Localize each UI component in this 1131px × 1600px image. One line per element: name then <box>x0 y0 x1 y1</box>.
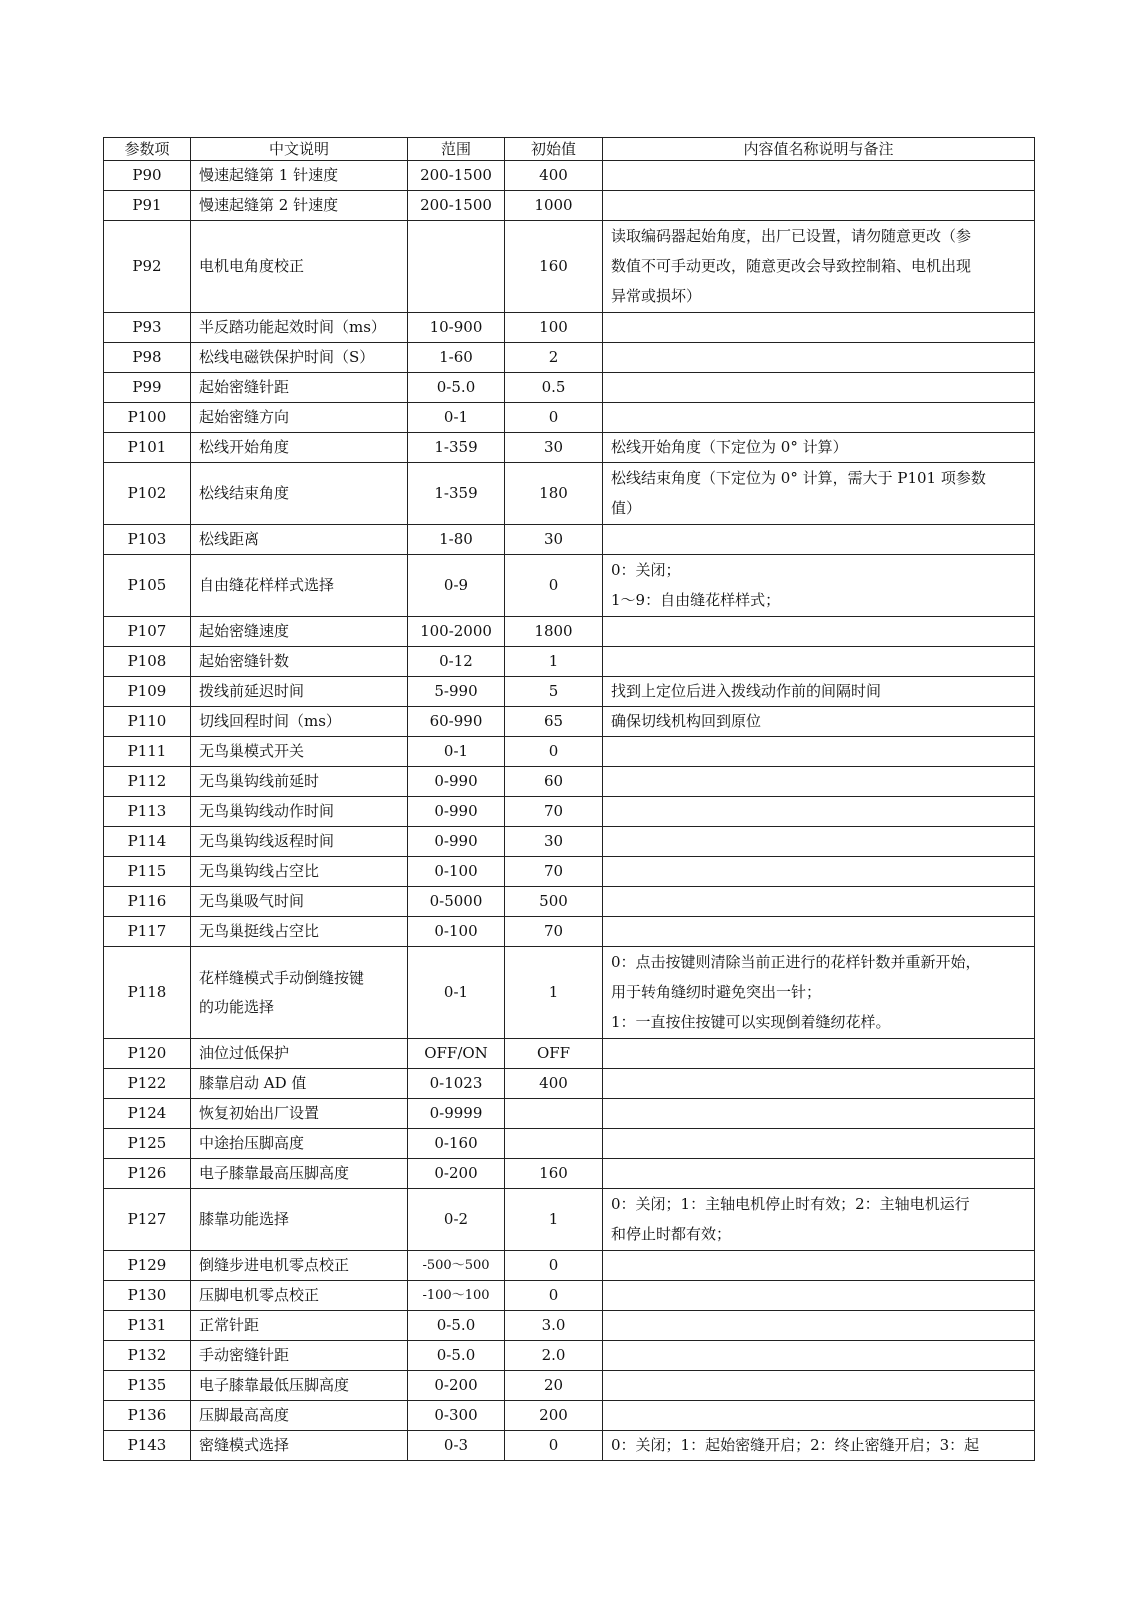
notes-cell <box>603 1069 1035 1099</box>
initial-value-cell: 0 <box>505 555 603 617</box>
range-cell: 0-990 <box>408 767 505 797</box>
note-line: 异常或损坏） <box>611 287 702 305</box>
initial-value-cell: 1 <box>505 647 603 677</box>
note-line: 用于转角缝纫时避免突出一针； <box>611 983 822 1001</box>
notes-cell <box>603 221 1035 313</box>
notes-cell <box>603 1129 1035 1159</box>
range-cell: 0-100 <box>408 857 505 887</box>
description-line: 慢速起缝第 1 针速度 <box>199 166 339 184</box>
notes-cell <box>603 1401 1035 1431</box>
range-cell: 0-200 <box>408 1159 505 1189</box>
notes-cell <box>603 433 1035 463</box>
description-line: 恢复初始出厂设置 <box>199 1104 320 1122</box>
range-cell: 0-990 <box>408 797 505 827</box>
note-line: 0：关闭；1：主轴电机停止时有效；2：主轴电机运行 <box>611 1195 970 1213</box>
description-line: 手动密缝针距 <box>199 1346 290 1364</box>
table-row <box>104 161 1035 191</box>
notes-cell <box>603 1311 1035 1341</box>
description-line: 电机电角度校正 <box>199 257 305 275</box>
initial-value-cell: 0 <box>505 1281 603 1311</box>
table-row <box>104 857 1035 887</box>
description-line: 压脚最高高度 <box>199 1406 290 1424</box>
notes-cell <box>603 887 1035 917</box>
description-line: 正常针距 <box>199 1316 260 1334</box>
initial-value-cell: 0.5 <box>505 373 603 403</box>
description-cell <box>191 947 408 1039</box>
initial-value-cell <box>505 1099 603 1129</box>
range-cell: 0-300 <box>408 1401 505 1431</box>
note-line: 数值不可手动更改，随意更改会导致控制箱、电机出现 <box>611 257 972 275</box>
param-id-cell: P99 <box>104 373 191 403</box>
header-row <box>104 138 1035 161</box>
param-id-cell: P136 <box>104 1401 191 1431</box>
table-row <box>104 1281 1035 1311</box>
description-cell <box>191 1341 408 1371</box>
table-row <box>104 827 1035 857</box>
range-cell: 0-5.0 <box>408 1311 505 1341</box>
description-cell <box>191 221 408 313</box>
range-cell: 0-1023 <box>408 1069 505 1099</box>
description-line: 半反踏功能起效时间（ms） <box>199 318 386 336</box>
description-line: 拨线前延迟时间 <box>199 682 305 700</box>
description-line: 密缝模式选择 <box>199 1436 290 1454</box>
table-row <box>104 797 1035 827</box>
param-id-cell: P91 <box>104 191 191 221</box>
range-cell: 0-1 <box>408 403 505 433</box>
notes-cell <box>603 1159 1035 1189</box>
param-id-cell: P131 <box>104 1311 191 1341</box>
range-cell: 0-12 <box>408 647 505 677</box>
range-cell: 0-9 <box>408 555 505 617</box>
description-cell <box>191 917 408 947</box>
description-line: 无鸟巢钩线占空比 <box>199 862 320 880</box>
range-cell: OFF/ON <box>408 1039 505 1069</box>
param-id-cell: P118 <box>104 947 191 1039</box>
initial-value-cell: 60 <box>505 767 603 797</box>
description-line: 油位过低保护 <box>199 1044 290 1062</box>
initial-value-cell: 30 <box>505 525 603 555</box>
description-line: 膝靠启动 AD 值 <box>199 1074 307 1092</box>
note-line: 1：一直按住按键可以实现倒着缝纫花样。 <box>611 1013 891 1031</box>
description-cell <box>191 827 408 857</box>
range-cell <box>408 221 505 313</box>
initial-value-cell: 65 <box>505 707 603 737</box>
description-line: 无鸟巢模式开关 <box>199 742 305 760</box>
range-cell: 100-2000 <box>408 617 505 647</box>
description-cell <box>191 857 408 887</box>
initial-value-cell: 100 <box>505 313 603 343</box>
range-cell: 1-60 <box>408 343 505 373</box>
description-line: 起始密缝针数 <box>199 652 290 670</box>
table-row <box>104 917 1035 947</box>
description-cell <box>191 1251 408 1281</box>
description-line: 倒缝步进电机零点校正 <box>199 1256 350 1274</box>
range-cell: -100～100 <box>408 1281 505 1311</box>
param-id-cell: P105 <box>104 555 191 617</box>
initial-value-cell: 30 <box>505 827 603 857</box>
table-row <box>104 343 1035 373</box>
notes-cell <box>603 313 1035 343</box>
table-row <box>104 525 1035 555</box>
description-line: 无鸟巢钩线前延时 <box>199 772 320 790</box>
initial-value-cell: 200 <box>505 1401 603 1431</box>
param-id-cell: P143 <box>104 1431 191 1461</box>
initial-value-cell: OFF <box>505 1039 603 1069</box>
description-cell <box>191 1039 408 1069</box>
header-description: 中文说明 <box>191 138 408 161</box>
description-cell <box>191 161 408 191</box>
param-id-cell: P90 <box>104 161 191 191</box>
description-line: 自由缝花样样式选择 <box>199 576 335 594</box>
description-cell <box>191 525 408 555</box>
range-cell: 0-160 <box>408 1129 505 1159</box>
description-line: 松线开始角度 <box>199 438 290 456</box>
description-cell <box>191 677 408 707</box>
description-line: 无鸟巢吸气时间 <box>199 892 305 910</box>
initial-value-cell: 70 <box>505 797 603 827</box>
notes-cell <box>603 737 1035 767</box>
table-row <box>104 1311 1035 1341</box>
initial-value-cell: 2 <box>505 343 603 373</box>
table-row <box>104 767 1035 797</box>
table-row <box>104 887 1035 917</box>
range-cell: 5-990 <box>408 677 505 707</box>
note-line: 0：点击按键则清除当前正进行的花样针数并重新开始， <box>611 953 981 971</box>
param-id-cell: P116 <box>104 887 191 917</box>
description-line: 起始密缝针距 <box>199 378 290 396</box>
table-row <box>104 1401 1035 1431</box>
range-cell: 10-900 <box>408 313 505 343</box>
note-line: 值） <box>611 499 642 517</box>
range-cell: 1-359 <box>408 463 505 525</box>
param-id-cell: P117 <box>104 917 191 947</box>
description-cell <box>191 737 408 767</box>
initial-value-cell: 400 <box>505 1069 603 1099</box>
range-cell: 0-990 <box>408 827 505 857</box>
param-id-cell: P113 <box>104 797 191 827</box>
description-line: 松线结束角度 <box>199 484 290 502</box>
param-id-cell: P124 <box>104 1099 191 1129</box>
range-cell: 0-100 <box>408 917 505 947</box>
description-cell <box>191 191 408 221</box>
notes-cell <box>603 1189 1035 1251</box>
param-id-cell: P110 <box>104 707 191 737</box>
table-row <box>104 737 1035 767</box>
note-line: 和停止时都有效； <box>611 1225 732 1243</box>
note-line: 读取编码器起始角度，出厂已设置，请勿随意更改（参 <box>611 227 972 245</box>
table-row <box>104 313 1035 343</box>
header-notes: 内容值名称说明与备注 <box>603 138 1035 161</box>
table-row <box>104 617 1035 647</box>
table-body <box>104 161 1035 1461</box>
initial-value-cell: 160 <box>505 1159 603 1189</box>
table-row <box>104 1099 1035 1129</box>
initial-value-cell: 2.0 <box>505 1341 603 1371</box>
notes-cell <box>603 1341 1035 1371</box>
param-id-cell: P125 <box>104 1129 191 1159</box>
description-cell <box>191 1401 408 1431</box>
range-cell: 1-80 <box>408 525 505 555</box>
description-cell <box>191 403 408 433</box>
range-cell: 0-1 <box>408 737 505 767</box>
param-id-cell: P102 <box>104 463 191 525</box>
description-line: 膝靠功能选择 <box>199 1210 290 1228</box>
range-cell: 0-2 <box>408 1189 505 1251</box>
description-cell <box>191 1281 408 1311</box>
table-row <box>104 1371 1035 1401</box>
range-cell: 200-1500 <box>408 161 505 191</box>
description-cell <box>191 647 408 677</box>
notes-cell <box>603 917 1035 947</box>
param-id-cell: P129 <box>104 1251 191 1281</box>
note-line: 确保切线机构回到原位 <box>611 712 762 730</box>
header-range: 范围 <box>408 138 505 161</box>
description-cell <box>191 343 408 373</box>
table-row <box>104 1069 1035 1099</box>
note-line: 0：关闭； <box>611 561 681 579</box>
description-cell <box>191 1431 408 1461</box>
range-cell: 200-1500 <box>408 191 505 221</box>
description-line: 起始密缝方向 <box>199 408 290 426</box>
notes-cell <box>603 191 1035 221</box>
notes-cell <box>603 647 1035 677</box>
param-id-cell: P103 <box>104 525 191 555</box>
param-id-cell: P127 <box>104 1189 191 1251</box>
initial-value-cell: 0 <box>505 1251 603 1281</box>
initial-value-cell: 160 <box>505 221 603 313</box>
initial-value-cell: 0 <box>505 403 603 433</box>
table-row <box>104 947 1035 1039</box>
param-id-cell: P100 <box>104 403 191 433</box>
initial-value-cell: 400 <box>505 161 603 191</box>
description-cell <box>191 1129 408 1159</box>
description-line: 中途抬压脚高度 <box>199 1134 305 1152</box>
param-id-cell: P111 <box>104 737 191 767</box>
description-cell <box>191 433 408 463</box>
notes-cell <box>603 1371 1035 1401</box>
notes-cell <box>603 463 1035 525</box>
range-cell: 0-1 <box>408 947 505 1039</box>
table-row <box>104 555 1035 617</box>
description-line: 切线回程时间（ms） <box>199 712 341 730</box>
notes-cell <box>603 1099 1035 1129</box>
initial-value-cell: 0 <box>505 737 603 767</box>
description-line: 松线距离 <box>199 530 260 548</box>
header-param-id: 参数项 <box>104 138 191 161</box>
note-line: 1～9：自由缝花样样式； <box>611 591 781 609</box>
note-line: 找到上定位后进入拨线动作前的间隔时间 <box>611 682 882 700</box>
description-cell <box>191 617 408 647</box>
description-cell <box>191 1099 408 1129</box>
initial-value-cell: 0 <box>505 1431 603 1461</box>
description-cell <box>191 707 408 737</box>
description-cell <box>191 1159 408 1189</box>
description-line: 压脚电机零点校正 <box>199 1286 320 1304</box>
notes-cell <box>603 947 1035 1039</box>
initial-value-cell: 5 <box>505 677 603 707</box>
table-row <box>104 403 1035 433</box>
param-id-cell: P114 <box>104 827 191 857</box>
notes-cell <box>603 1039 1035 1069</box>
param-id-cell: P108 <box>104 647 191 677</box>
param-id-cell: P109 <box>104 677 191 707</box>
initial-value-cell: 70 <box>505 857 603 887</box>
notes-cell <box>603 677 1035 707</box>
range-cell: 60-990 <box>408 707 505 737</box>
range-cell: 0-5.0 <box>408 373 505 403</box>
param-id-cell: P101 <box>104 433 191 463</box>
notes-cell <box>603 767 1035 797</box>
table-row <box>104 221 1035 313</box>
param-id-cell: P120 <box>104 1039 191 1069</box>
table-row <box>104 373 1035 403</box>
table-row <box>104 1129 1035 1159</box>
param-id-cell: P92 <box>104 221 191 313</box>
range-cell: 0-5.0 <box>408 1341 505 1371</box>
param-id-cell: P126 <box>104 1159 191 1189</box>
table-row <box>104 463 1035 525</box>
param-id-cell: P130 <box>104 1281 191 1311</box>
description-cell <box>191 1371 408 1401</box>
description-line: 无鸟巢挺线占空比 <box>199 922 320 940</box>
parameter-table <box>103 137 1035 1461</box>
notes-cell <box>603 707 1035 737</box>
range-cell: -500～500 <box>408 1251 505 1281</box>
param-id-cell: P135 <box>104 1371 191 1401</box>
description-line: 花样缝模式手动倒缝按键 <box>199 968 365 987</box>
table-header <box>104 138 1035 161</box>
range-cell: 0-200 <box>408 1371 505 1401</box>
table-row <box>104 1189 1035 1251</box>
description-cell <box>191 797 408 827</box>
notes-cell <box>603 797 1035 827</box>
description-cell <box>191 1069 408 1099</box>
description-cell <box>191 1189 408 1251</box>
param-id-cell: P115 <box>104 857 191 887</box>
description-cell <box>191 555 408 617</box>
description-line: 的功能选择 <box>199 997 275 1016</box>
table-row <box>104 1431 1035 1461</box>
description-cell <box>191 767 408 797</box>
description-cell <box>191 1311 408 1341</box>
notes-cell <box>603 1251 1035 1281</box>
description-line: 电子膝靠最高压脚高度 <box>199 1164 350 1182</box>
notes-cell <box>603 525 1035 555</box>
initial-value-cell <box>505 1129 603 1159</box>
description-cell <box>191 463 408 525</box>
description-line: 无鸟巢钩线返程时间 <box>199 832 335 850</box>
param-id-cell: P132 <box>104 1341 191 1371</box>
initial-value-cell: 3.0 <box>505 1311 603 1341</box>
range-cell: 1-359 <box>408 433 505 463</box>
notes-cell <box>603 373 1035 403</box>
initial-value-cell: 70 <box>505 917 603 947</box>
note-line: 0：关闭；1：起始密缝开启；2：终止密缝开启；3：起 <box>611 1436 980 1454</box>
initial-value-cell: 500 <box>505 887 603 917</box>
param-id-cell: P107 <box>104 617 191 647</box>
notes-cell <box>603 857 1035 887</box>
note-line: 松线结束角度（下定位为 0° 计算，需大于 P101 项参数 <box>611 469 986 487</box>
notes-cell <box>603 1281 1035 1311</box>
description-cell <box>191 373 408 403</box>
notes-cell <box>603 827 1035 857</box>
initial-value-cell: 1800 <box>505 617 603 647</box>
param-id-cell: P122 <box>104 1069 191 1099</box>
param-id-cell: P98 <box>104 343 191 373</box>
description-line: 松线电磁铁保护时间（S） <box>199 348 375 366</box>
table-row <box>104 433 1035 463</box>
range-cell: 0-5000 <box>408 887 505 917</box>
description-line: 慢速起缝第 2 针速度 <box>199 196 339 214</box>
table-row <box>104 1251 1035 1281</box>
initial-value-cell: 1000 <box>505 191 603 221</box>
initial-value-cell: 1 <box>505 947 603 1039</box>
initial-value-cell: 180 <box>505 463 603 525</box>
table-row <box>104 1159 1035 1189</box>
notes-cell <box>603 617 1035 647</box>
notes-cell <box>603 403 1035 433</box>
notes-cell <box>603 343 1035 373</box>
description-line: 起始密缝速度 <box>199 622 290 640</box>
initial-value-cell: 1 <box>505 1189 603 1251</box>
description-cell <box>191 887 408 917</box>
note-line: 松线开始角度（下定位为 0° 计算） <box>611 438 848 456</box>
table-row <box>104 1341 1035 1371</box>
description-line: 电子膝靠最低压脚高度 <box>199 1376 350 1394</box>
table-row <box>104 191 1035 221</box>
description-line: 无鸟巢钩线动作时间 <box>199 802 335 820</box>
table-row <box>104 1039 1035 1069</box>
header-initial-value: 初始值 <box>505 138 603 161</box>
table-row <box>104 647 1035 677</box>
notes-cell <box>603 555 1035 617</box>
notes-cell <box>603 1431 1035 1461</box>
notes-cell <box>603 161 1035 191</box>
table-row <box>104 707 1035 737</box>
range-cell: 0-9999 <box>408 1099 505 1129</box>
range-cell: 0-3 <box>408 1431 505 1461</box>
table-row <box>104 677 1035 707</box>
description-cell <box>191 313 408 343</box>
initial-value-cell: 20 <box>505 1371 603 1401</box>
initial-value-cell: 30 <box>505 433 603 463</box>
param-id-cell: P112 <box>104 767 191 797</box>
param-id-cell: P93 <box>104 313 191 343</box>
